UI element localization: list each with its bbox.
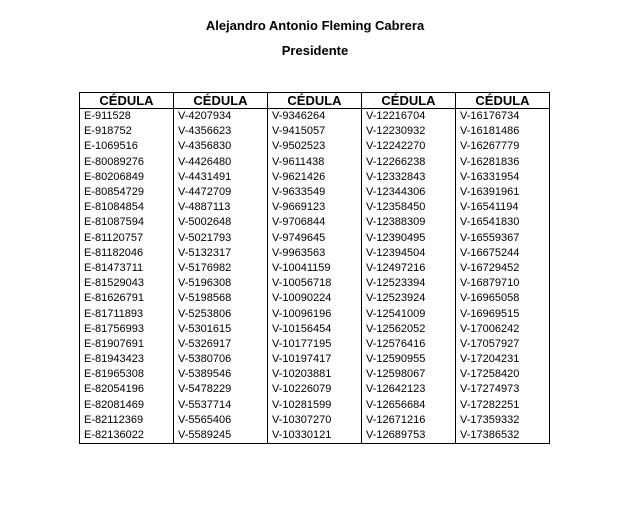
table-cell: V-12266238 — [362, 155, 456, 170]
table-cell: V-9749645 — [268, 231, 362, 246]
table-cell: V-12598067 — [362, 367, 456, 382]
table-cell: V-9706844 — [268, 215, 362, 230]
table-cell: V-9963563 — [268, 246, 362, 261]
table-cell: E-80089276 — [80, 155, 174, 170]
table-cell: V-12576416 — [362, 337, 456, 352]
table-cell: V-12242270 — [362, 139, 456, 154]
table-cell: V-5326917 — [174, 337, 268, 352]
table-cell: V-12656684 — [362, 398, 456, 413]
table-row — [80, 337, 550, 352]
table-cell: V-16729452 — [456, 261, 550, 276]
table-cell: V-4431491 — [174, 170, 268, 185]
table-cell: E-82112369 — [80, 413, 174, 428]
table-row — [80, 398, 550, 413]
table-row — [80, 291, 550, 306]
table-cell: V-16969515 — [456, 306, 550, 321]
table-cell: V-5002648 — [174, 215, 268, 230]
table-cell: E-81943423 — [80, 352, 174, 367]
person-name: Alejandro Antonio Fleming Cabrera — [205, 18, 425, 33]
table-cell: V-12689753 — [362, 428, 456, 444]
table-cell: V-12230932 — [362, 124, 456, 139]
table-cell: V-9621426 — [268, 170, 362, 185]
table-cell: E-81529043 — [80, 276, 174, 291]
table-cell: V-5196308 — [174, 276, 268, 291]
table-cell: V-5176982 — [174, 261, 268, 276]
table-cell: V-16281836 — [456, 155, 550, 170]
table-cell: V-10330121 — [268, 428, 362, 444]
table-cell: V-12497216 — [362, 261, 456, 276]
table-cell: V-5478229 — [174, 382, 268, 397]
column-header: CÉDULA — [80, 93, 174, 109]
table-cell: V-12332843 — [362, 170, 456, 185]
table-body — [80, 109, 550, 444]
column-header: CÉDULA — [174, 93, 268, 109]
document-header — [0, 18, 630, 59]
table-row — [80, 367, 550, 382]
table-cell: V-5253806 — [174, 306, 268, 321]
table-cell: E-1069516 — [80, 139, 174, 154]
table-cell: V-12562052 — [362, 322, 456, 337]
table-row — [80, 382, 550, 397]
table-cell: V-16391961 — [456, 185, 550, 200]
table-cell: V-10177195 — [268, 337, 362, 352]
table-cell: V-16181486 — [456, 124, 550, 139]
table-cell: V-17258420 — [456, 367, 550, 382]
table-cell: V-10041159 — [268, 261, 362, 276]
table-cell: V-17359332 — [456, 413, 550, 428]
table-row — [80, 352, 550, 367]
table-row — [80, 276, 550, 291]
table-row — [80, 306, 550, 321]
table-cell: V-12642123 — [362, 382, 456, 397]
table-cell: V-16267779 — [456, 139, 550, 154]
table-cell: V-9633549 — [268, 185, 362, 200]
table-row — [80, 170, 550, 185]
table-cell: E-81711893 — [80, 306, 174, 321]
table-cell: V-17386532 — [456, 428, 550, 444]
table-cell: V-16331954 — [456, 170, 550, 185]
table-row — [80, 215, 550, 230]
table-cell: V-12590955 — [362, 352, 456, 367]
table-cell: V-5132317 — [174, 246, 268, 261]
cedula-table — [79, 92, 550, 444]
table-cell: V-16675244 — [456, 246, 550, 261]
table-header-row — [80, 93, 550, 109]
table-row — [80, 185, 550, 200]
table-row — [80, 413, 550, 428]
table-row — [80, 124, 550, 139]
table-row — [80, 155, 550, 170]
table-cell: V-10307270 — [268, 413, 362, 428]
table-cell: V-17282251 — [456, 398, 550, 413]
table-cell: V-12671216 — [362, 413, 456, 428]
table-cell: V-5021793 — [174, 231, 268, 246]
table-cell: V-4356830 — [174, 139, 268, 154]
table-row — [80, 322, 550, 337]
table-cell: V-12523924 — [362, 291, 456, 306]
table-row — [80, 428, 550, 444]
table-cell: E-82054196 — [80, 382, 174, 397]
table-cell: V-12394504 — [362, 246, 456, 261]
table-cell: V-10096196 — [268, 306, 362, 321]
table-row — [80, 200, 550, 215]
table-cell: E-81120757 — [80, 231, 174, 246]
table-cell: E-81756993 — [80, 322, 174, 337]
table-cell: V-17006242 — [456, 322, 550, 337]
table-cell: E-911528 — [80, 109, 174, 125]
table-cell: V-12523394 — [362, 276, 456, 291]
column-header: CÉDULA — [456, 93, 550, 109]
table-cell: V-12390495 — [362, 231, 456, 246]
table-cell: V-16559367 — [456, 231, 550, 246]
table-cell: V-10090224 — [268, 291, 362, 306]
table-cell: V-16541830 — [456, 215, 550, 230]
table-cell: V-16541194 — [456, 200, 550, 215]
table-cell: E-81087594 — [80, 215, 174, 230]
table-cell: V-10056718 — [268, 276, 362, 291]
table-cell: V-5380706 — [174, 352, 268, 367]
table-cell: V-17057927 — [456, 337, 550, 352]
table-cell: V-10226079 — [268, 382, 362, 397]
table-cell: E-80206849 — [80, 170, 174, 185]
table-cell: E-81084854 — [80, 200, 174, 215]
table-row — [80, 231, 550, 246]
table-cell: V-9502523 — [268, 139, 362, 154]
table-cell: V-5589245 — [174, 428, 268, 444]
table-row — [80, 261, 550, 276]
table-cell: V-16176734 — [456, 109, 550, 125]
table-cell: V-12216704 — [362, 109, 456, 125]
table-cell: V-12388309 — [362, 215, 456, 230]
person-role: Presidente — [281, 43, 349, 58]
table-cell: V-4207934 — [174, 109, 268, 125]
table-cell: V-5537714 — [174, 398, 268, 413]
table-cell: V-10156454 — [268, 322, 362, 337]
table-cell: V-10281599 — [268, 398, 362, 413]
table-cell: V-4356623 — [174, 124, 268, 139]
table-row — [80, 139, 550, 154]
table-row — [80, 109, 550, 125]
table-cell: V-12541009 — [362, 306, 456, 321]
table-cell: V-9346264 — [268, 109, 362, 125]
table-cell: E-81626791 — [80, 291, 174, 306]
table-cell: V-9669123 — [268, 200, 362, 215]
table-cell: V-17274973 — [456, 382, 550, 397]
table-cell: V-9415057 — [268, 124, 362, 139]
table-cell: V-10197417 — [268, 352, 362, 367]
table-cell: V-17204231 — [456, 352, 550, 367]
table-cell: V-10203881 — [268, 367, 362, 382]
table-cell: E-81182046 — [80, 246, 174, 261]
table-cell: V-9611438 — [268, 155, 362, 170]
table-cell: V-5389546 — [174, 367, 268, 382]
table-cell: V-16879710 — [456, 276, 550, 291]
table-cell: E-82081469 — [80, 398, 174, 413]
table-cell: V-5198568 — [174, 291, 268, 306]
table-cell: V-12358450 — [362, 200, 456, 215]
table-cell: V-16965058 — [456, 291, 550, 306]
table-cell: E-80854729 — [80, 185, 174, 200]
table-cell: E-918752 — [80, 124, 174, 139]
table-cell: V-4887113 — [174, 200, 268, 215]
table-cell: V-5301615 — [174, 322, 268, 337]
table-cell: E-81907691 — [80, 337, 174, 352]
table-cell: E-82136022 — [80, 428, 174, 444]
table-cell: E-81473711 — [80, 261, 174, 276]
column-header: CÉDULA — [268, 93, 362, 109]
table-cell: V-4472709 — [174, 185, 268, 200]
table-row — [80, 246, 550, 261]
table-cell: V-12344306 — [362, 185, 456, 200]
table-cell: V-4426480 — [174, 155, 268, 170]
table-cell: E-81965308 — [80, 367, 174, 382]
table-cell: V-5565406 — [174, 413, 268, 428]
column-header: CÉDULA — [362, 93, 456, 109]
